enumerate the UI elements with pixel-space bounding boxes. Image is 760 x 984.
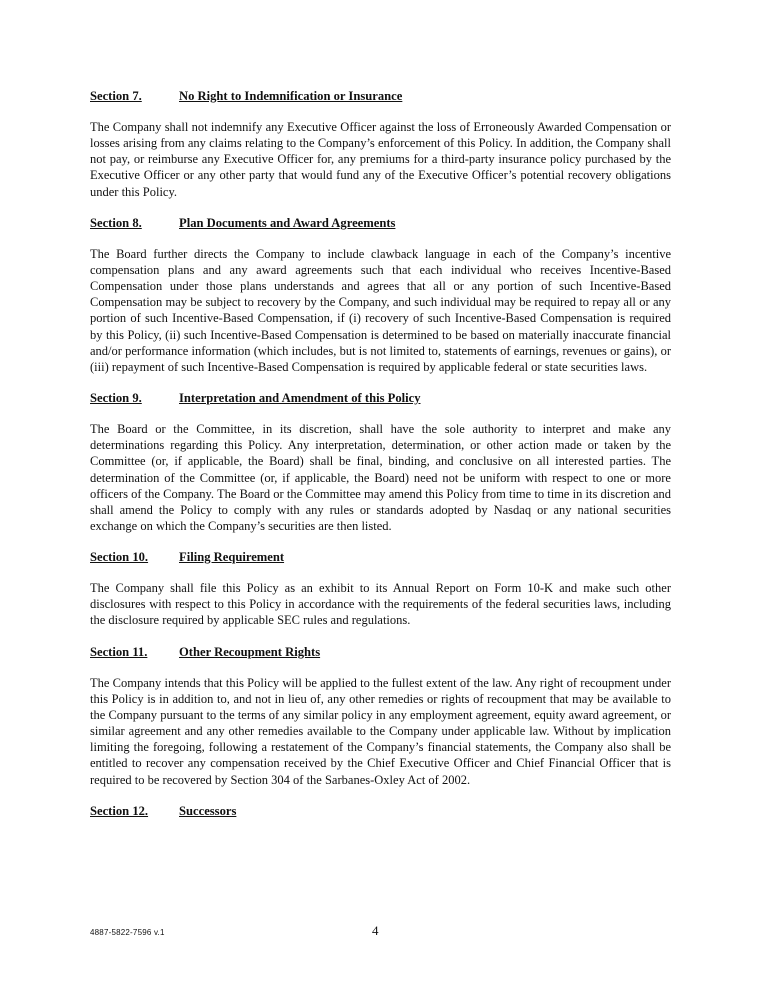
- section-title: Successors: [179, 803, 237, 818]
- section-number: Section 8.: [90, 215, 142, 230]
- section-heading: [90, 390, 671, 406]
- section-heading: [90, 803, 671, 819]
- section-paragraph: The Board further directs the Company to include clawback language in each of the Company’s incentive compensation plans and any award agreements such that each individual who receives Incentive-Based Compensation under those plans understands and agrees that all or any portion of such Incentive-Based Compensation may be subject to recovery by the Company, and such individual may be required to repay all or any portion of such Incentive-Based Compensation, if (i) recovery of such Incentive-Based Compensation is required by this Policy, (ii) such Incentive-Based Compensation is determined to be based on materially inaccurate financial and/or performance information (which includes, but is not limited to, statements of earnings, revenues or gains), or (iii) repayment of such Incentive-Based Compensation is required by applicable federal or state securities laws.: [90, 246, 671, 374]
- section-number: Section 11.: [90, 644, 148, 659]
- section-heading: [90, 215, 671, 231]
- document-body: [90, 88, 671, 834]
- section-title: Plan Documents and Award Agreements: [179, 215, 396, 230]
- section-10: [90, 549, 671, 628]
- section-paragraph: The Board or the Committee, in its discretion, shall have the sole authority to interpret and make any determinations regarding this Policy. Any interpretation, determination, or other action made or taken by the Committee (or, if applicable, the Board) shall be final, binding, and conclusive on all interested parties. The determination of the Committee (or, if applicable, the Board) need not be uniform with respect to one or more officers of the Company. The Board or the Committee may amend this Policy from time to time in its discretion and shall amend the Policy to comply with any rules or standards adopted by Nasdaq or any national securities exchange on which the Company’s securities are then listed.: [90, 422, 671, 533]
- section-paragraph: The Company shall not indemnify any Executive Officer against the loss of Erroneously Awarded Compensation or losses arising from any claims relating to the Company’s enforcement of this Policy. In addition, the Company shall not pay, or reimburse any Executive Officer for, any premiums for a third-party insurance policy purchased by the Executive Officer or any other party that would fund any of the Executive Officer’s potential recovery obligations under this Policy.: [90, 120, 671, 199]
- section-11: [90, 644, 671, 788]
- document-id: 4887-5822-7596 v.1: [90, 928, 165, 937]
- section-heading: [90, 644, 671, 660]
- section-12: [90, 803, 671, 819]
- page-number: 4: [372, 923, 379, 938]
- section-paragraph: The Company shall file this Policy as an exhibit to its Annual Report on Form 10-K and make such other disclosures with respect to this Policy in accordance with the requirements of the federal securities laws, including the disclosure required by applicable SEC rules and regulations.: [90, 581, 671, 628]
- section-number: Section 7.: [90, 89, 142, 103]
- section-title: No Right to Indemnification or Insurance: [179, 89, 403, 103]
- section-heading: [90, 549, 671, 565]
- section-heading: [90, 88, 671, 104]
- section-number: Section 10.: [90, 550, 149, 565]
- section-title: Filing Requirement: [179, 550, 285, 565]
- section-number: Section 9.: [90, 391, 142, 406]
- section-7: [90, 88, 671, 200]
- section-title: Other Recoupment Rights: [179, 644, 321, 659]
- section-9: [90, 390, 671, 534]
- section-title: Interpretation and Amendment of this Policy: [179, 391, 421, 406]
- section-paragraph: The Company intends that this Policy will be applied to the fullest extent of the law. Any right of recoupment under this Policy is in addition to, and not in lieu of, any other remedies or rights of recoupment that may be available to the Company pursuant to the terms of any similar policy in any employment agreement, equity award agreement, or similar agreement and any other remedies available to the Company under applicable law. Without by implication limiting the foregoing, following a restatement of the Company’s financial statements, the Company also shall be entitled to recover any compensation received by the Chief Executive Officer and Chief Financial Officer that is required to be recovered by Section 304 of the Sarbanes-Oxley Act of 2002.: [90, 675, 671, 787]
- section-8: [90, 215, 671, 375]
- section-number: Section 12.: [90, 803, 149, 818]
